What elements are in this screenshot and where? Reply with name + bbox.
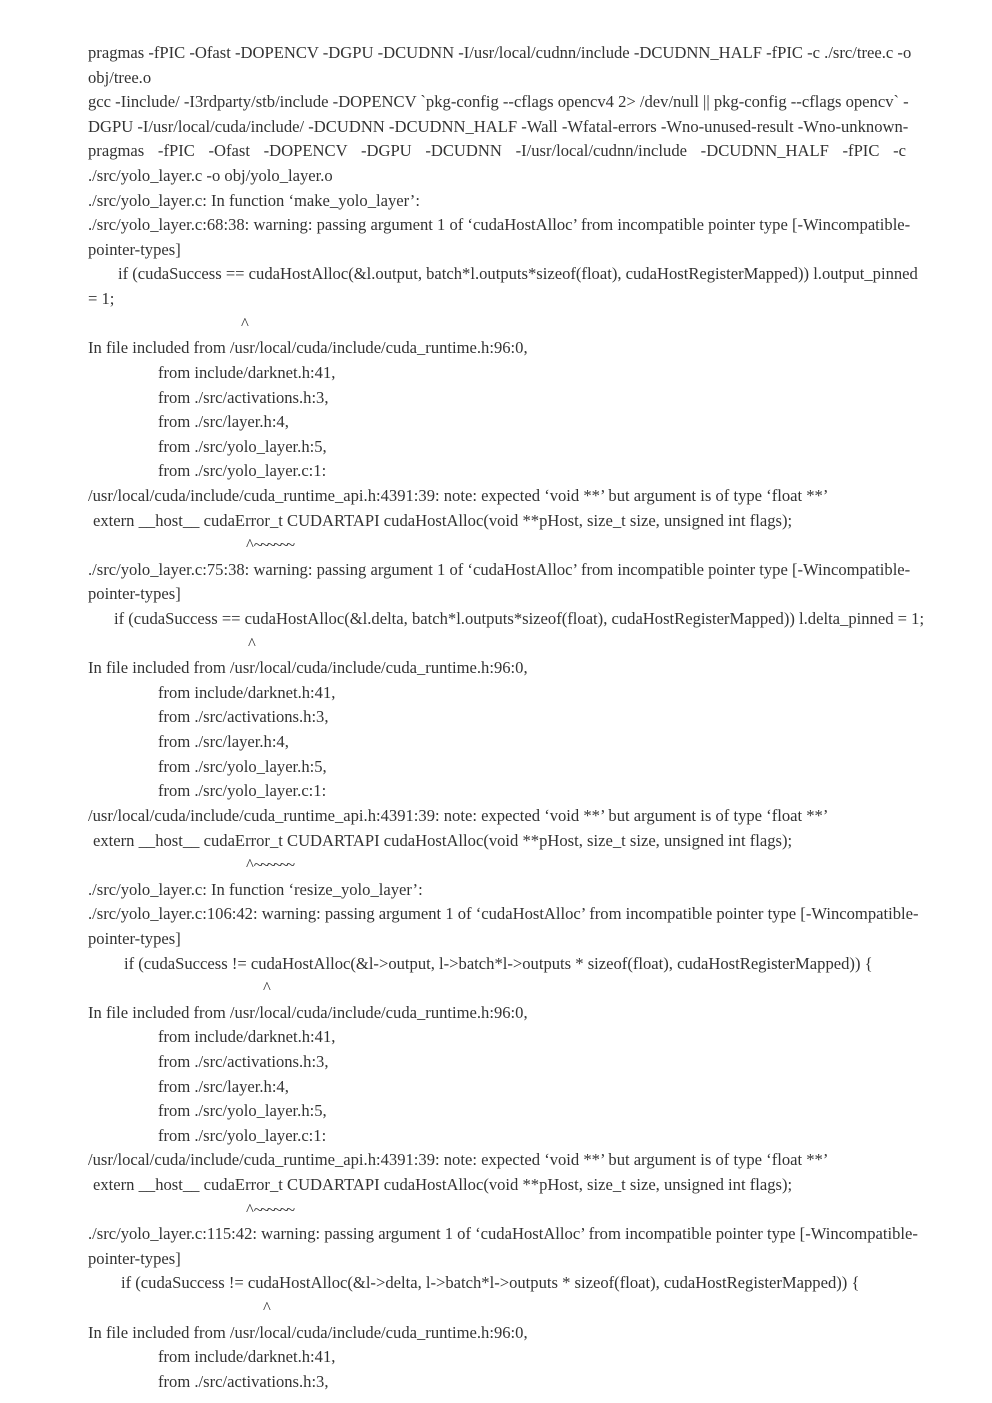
log-line: ./src/yolo_layer.c:68:38: warning: passing argument 1 of ‘cudaHostAlloc’ from incompatible pointer type [-Wincompatible- [88, 215, 911, 235]
caret-tilde-marker [88, 533, 906, 558]
log-line: from ./src/yolo_layer.h:5, [158, 1101, 327, 1121]
log-line: extern __host__ cudaError_t CUDARTAPI cudaHostAlloc(void **pHost, size_t size, unsigned int flags); [93, 510, 793, 530]
log-line: ./src/yolo_layer.c: In function ‘make_yolo_layer’: [88, 190, 420, 210]
log-line: extern __host__ cudaError_t CUDARTAPI cudaHostAlloc(void **pHost, size_t size, unsigned int flags); [93, 830, 793, 850]
caret-marker: ^ [263, 1298, 271, 1318]
caret-marker: ^ [241, 313, 249, 333]
log-line: pointer-types] [88, 1248, 181, 1268]
log-line: /usr/local/cuda/include/cuda_runtime_api.h:4391:39: note: expected ‘void **’ but argument is of type ‘float **’ [88, 485, 829, 505]
log-line: from ./src/layer.h:4, [158, 412, 289, 432]
log-line: from include/darknet.h:41, [158, 1027, 336, 1047]
log-line: if (cudaSuccess == cudaHostAlloc(&l.delta, batch*l.outputs*sizeof(float), cudaHostRegisterMapped)) l.delta_pinned = 1; [114, 609, 925, 629]
log-line: In file included from /usr/local/cuda/include/cuda_runtime.h:96:0, [88, 1322, 528, 1342]
log-line: from ./src/activations.h:3, [158, 1051, 329, 1071]
log-line: /usr/local/cuda/include/cuda_runtime_api.h:4391:39: note: expected ‘void **’ but argument is of type ‘float **’ [88, 1150, 829, 1170]
log-line: from ./src/yolo_layer.c:1: [158, 461, 327, 481]
log-line: ./src/yolo_layer.c:75:38: warning: passing argument 1 of ‘cudaHostAlloc’ from incompatible pointer type [-Wincompatible- [88, 559, 911, 579]
log-line: ./src/yolo_layer.c:106:42: warning: passing argument 1 of ‘cudaHostAlloc’ from incompatible pointer type [-Wincompatible- [88, 904, 919, 924]
caret-marker: ^ [248, 633, 256, 653]
log-line: from ./src/yolo_layer.c:1: [158, 781, 327, 801]
log-line: pragmas -fPIC -Ofast -DOPENCV -DGPU -DCUDNN -I/usr/local/cudnn/include -DCUDNN_HALF -fPIC -c [88, 141, 906, 161]
tilde-squiggle-icon: ~~~~~~ [253, 855, 293, 875]
log-line: if (cudaSuccess != cudaHostAlloc(&l->output, l->batch*l->outputs * sizeof(float), cudaHostRegisterMapped)) { [124, 953, 873, 973]
log-line: from ./src/activations.h:3, [158, 387, 329, 407]
log-line: from ./src/yolo_layer.c:1: [158, 1125, 327, 1145]
log-line: DGPU -I/usr/local/cuda/include/ -DCUDNN -DCUDNN_HALF -Wall -Wfatal-errors -Wno-unused-result -Wno-unknown- [88, 116, 909, 136]
log-line: /usr/local/cuda/include/cuda_runtime_api.h:4391:39: note: expected ‘void **’ but argument is of type ‘float **’ [88, 805, 829, 825]
log-line: = 1; [88, 289, 115, 309]
log-line: ./src/yolo_layer.c -o obj/yolo_layer.o [88, 166, 333, 186]
caret-marker: ^ [263, 978, 271, 998]
log-line: from include/darknet.h:41, [158, 682, 336, 702]
log-line: from ./src/yolo_layer.h:5, [158, 756, 327, 776]
log-line: pointer-types] [88, 584, 181, 604]
log-line: from ./src/activations.h:3, [158, 1371, 329, 1391]
log-line: In file included from /usr/local/cuda/include/cuda_runtime.h:96:0, [88, 338, 528, 358]
log-line: pointer-types] [88, 928, 181, 948]
caret-tilde-marker [88, 853, 906, 878]
log-line: obj/tree.o [88, 67, 152, 87]
caret-tilde-marker [88, 1198, 906, 1223]
log-line: In file included from /usr/local/cuda/include/cuda_runtime.h:96:0, [88, 658, 528, 678]
log-line: if (cudaSuccess == cudaHostAlloc(&l.output, batch*l.outputs*sizeof(float), cudaHostRegisterMapped)) l.output_pinned [118, 264, 918, 284]
log-line: from include/darknet.h:41, [158, 362, 336, 382]
caret-icon: ^ [246, 535, 254, 555]
log-line: ./src/yolo_layer.c: In function ‘resize_yolo_layer’: [88, 879, 423, 899]
log-line: from ./src/layer.h:4, [158, 732, 289, 752]
log-line: from ./src/yolo_layer.h:5, [158, 436, 327, 456]
log-line: pragmas -fPIC -Ofast -DOPENCV -DGPU -DCUDNN -I/usr/local/cudnn/include -DCUDNN_HALF -fPIC -c ./src/tree.c -o [88, 43, 912, 62]
tilde-squiggle-icon: ~~~~~~ [253, 535, 293, 555]
log-line: from include/darknet.h:41, [158, 1347, 336, 1367]
log-line: ./src/yolo_layer.c:115:42: warning: passing argument 1 of ‘cudaHostAlloc’ from incompatible pointer type [-Wincompatible- [88, 1224, 918, 1244]
build-log-text [88, 41, 925, 1395]
log-line: from ./src/activations.h:3, [158, 707, 329, 727]
log-line: In file included from /usr/local/cuda/include/cuda_runtime.h:96:0, [88, 1002, 528, 1022]
caret-icon: ^ [246, 1199, 254, 1219]
log-line: extern __host__ cudaError_t CUDARTAPI cudaHostAlloc(void **pHost, size_t size, unsigned int flags); [93, 1175, 793, 1195]
tilde-squiggle-icon: ~~~~~~ [253, 1199, 293, 1219]
log-line: if (cudaSuccess != cudaHostAlloc(&l->delta, l->batch*l->outputs * sizeof(float), cudaHostRegisterMapped)) { [121, 1273, 860, 1293]
caret-icon: ^ [246, 855, 254, 875]
log-line: from ./src/layer.h:4, [158, 1076, 289, 1096]
log-line: gcc -Iinclude/ -I3rdparty/stb/include -DOPENCV `pkg-config --cflags opencv4 2> /dev/null || pkg-config --cflags opencv` - [88, 92, 909, 112]
log-line: pointer-types] [88, 239, 181, 259]
